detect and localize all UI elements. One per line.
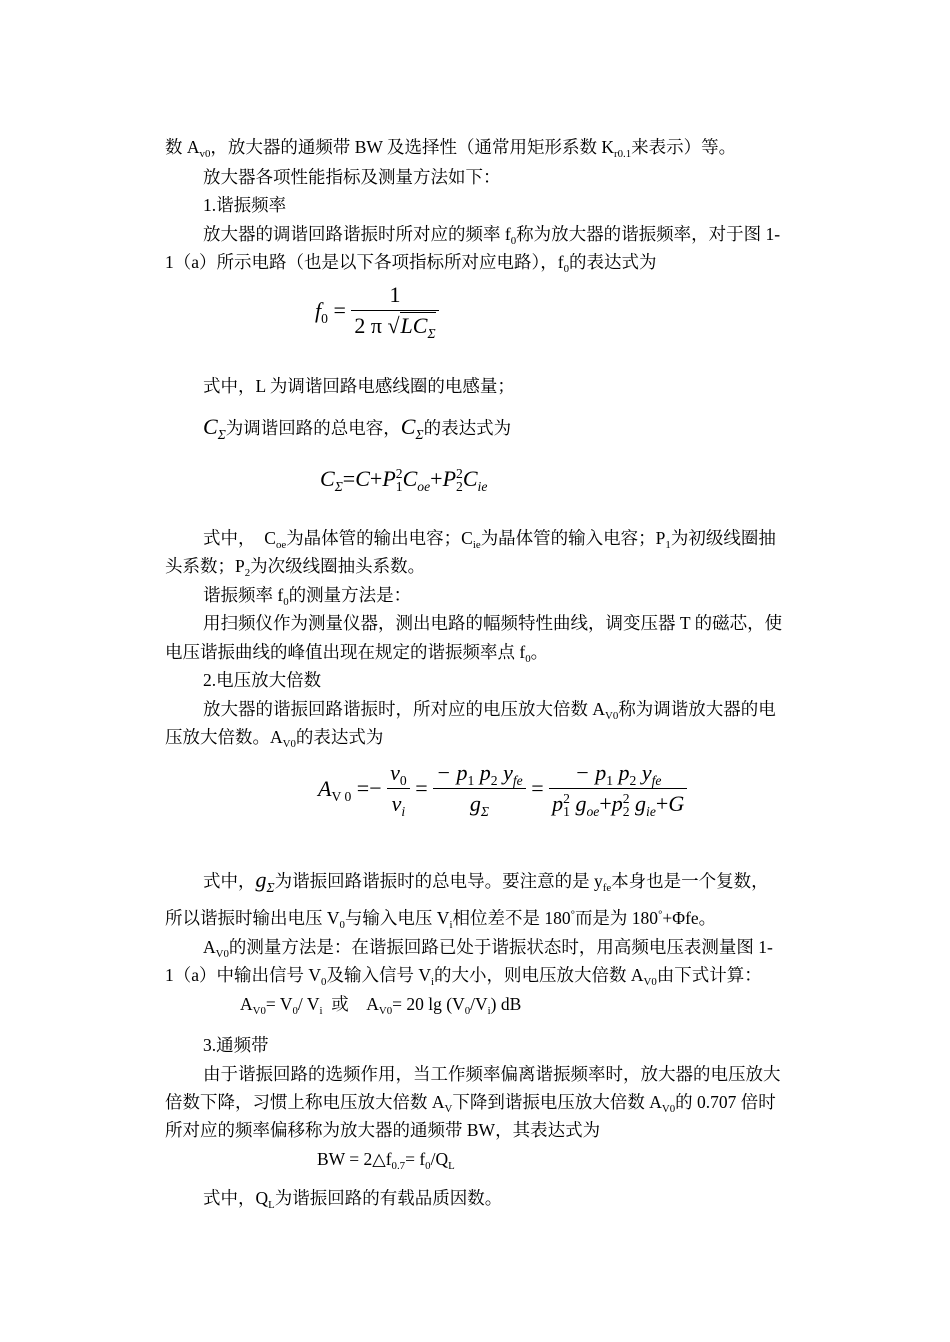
text-line: 由于谐振回路的选频作用，当工作频率偏离谐振频率时，放大器的电压放大	[203, 1064, 781, 1084]
text-line: 所对应的频率偏移称为放大器的通频带 BW，其表达式为	[165, 1120, 601, 1140]
resonant-frequency-formula: $f_0$ = $\frac{1}{2 \pi √LC_\Sigma}$	[315, 280, 439, 341]
gain-measurement-formula: $A_{V0}= V_0/$ $V_i$ 或 $A_{V0}= 20$ $\lg (V_0/V_i)$ dB	[240, 994, 522, 1017]
text-line: 1（a）中输出信号 $V_0$及输入信号 $V_i$的大小，则电压放大倍数 $A_{V0}$由下式计算：	[165, 965, 762, 988]
text-line: 数 $A_{v0}$，放大器的通频带 BW 及选择性（通常用矩形系数 $K_{r0.1}$来表示）等。	[165, 137, 737, 160]
section-heading: 2.电压放大倍数	[203, 670, 322, 690]
bandwidth-formula: BW = $2\triangle f_{0.7}= f_0/Q_L$	[317, 1149, 455, 1172]
text-line: 式中， $C_{oe}$为晶体管的输出电容；$C_{ie}$为晶体管的输入电容；$P_1$为初级线圈抽	[203, 528, 776, 551]
text-line: 1（a）所示电路（也是以下各项指标所对应电路），$f_0$的表达式为	[165, 252, 657, 275]
text-line: 式中，$g_\Sigma$为谐振回路谐振时的总电导。要注意的是 $y_{fe}$本身也是一个复数，	[203, 867, 769, 895]
total-capacitance-formula: $C_\Sigma=C+P^2_1C_{oe}+P^2_2C_{ie}$	[320, 465, 488, 494]
text-line: 放大器的调谐回路谐振时所对应的频率 $f_0$称为放大器的谐振频率，对于图 1-	[203, 224, 781, 247]
text-line: 谐振频率 $f_0$的测量方法是：	[203, 585, 412, 608]
text-line: 式中，L 为调谐回路电感线圈的电感量；	[203, 376, 515, 396]
section-heading: 3.通频带	[203, 1035, 269, 1055]
text-line: 倍数下降，习惯上称电压放大倍数 $A_V$下降到谐振电压放大倍数 $A_{V0}$的 0.707 倍时	[165, 1092, 776, 1115]
text-line: 式中，$Q_L$为谐振回路的有载品质因数。	[203, 1188, 503, 1211]
text-line: 放大器各项性能指标及测量方法如下：	[203, 167, 501, 187]
text-line: 压放大倍数。$A_{V0}$的表达式为	[165, 727, 384, 750]
text-line: 所以谐振时输出电压 $V_0$与输入电压 $V_i$相位差不是 180°而是为 180°+Φfe。	[165, 908, 717, 931]
text-line: $C_\Sigma$为调谐回路的总电容，$C_\Sigma$的表达式为	[203, 414, 512, 442]
text-line: 头系数；$P_2$为次级线圈抽头系数。	[165, 556, 426, 579]
text-line: 放大器的谐振回路谐振时，所对应的电压放大倍数 $A_{V0}$称为调谐放大器的电	[203, 699, 776, 722]
text-line: $A_{V0}$的测量方法是：在谐振回路已处于谐振状态时，用高频电压表测量图 1-	[203, 937, 773, 960]
voltage-gain-formula: $A_{V 0}$ =− $\frac{v_0}{v_i}$ = $\frac{- p_1 p_2 y_{fe}}{g_\Sigma}$ = $\frac{- p_1 p_2 y_{fe}}{p^2_1 g_{oe}+p^2_2 g_{ie}+G}$	[318, 758, 687, 819]
section-heading: 1.谐振频率	[203, 195, 287, 215]
text-line: 用扫频仪作为测量仪器，测出电路的幅频特性曲线，调变压器 T 的磁芯，使	[203, 613, 783, 633]
text-line: 电压谐振曲线的峰值出现在规定的谐振频率点 $f_0$。	[165, 642, 549, 665]
